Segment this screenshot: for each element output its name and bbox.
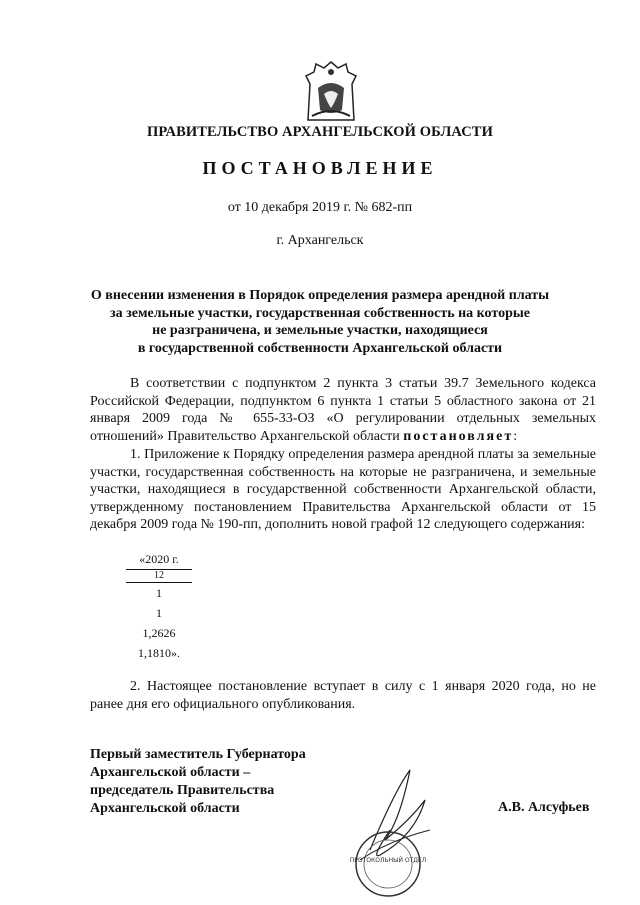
table-cell: 1 — [156, 606, 162, 620]
organization-title: ПРАВИТЕЛЬСТВО АРХАНГЕЛЬСКОЙ ОБЛАСТИ — [147, 124, 493, 140]
paragraph-1: 1. Приложение к Порядку определения размера арендной платы за земельные участки, государственная собственность на которые не разграничена, и земельные участки, находящиеся в государственной собственности Архангельской области, утвержденному постановлением Правительства Архангельской области от 15 декабря 2009 года № 190-пп, дополнить новой графой 12 следующего содержания: — [90, 447, 596, 533]
preamble-text: В соответствии с подпунктом 2 пункта 3 статьи 39.7 Земельного кодекса Российской Федерации, подпунктом 6 пункта 1 статьи 5 областного закона от 21 января 2009 года № 655-33-ОЗ «О регулировании отдельных земельных отношений» Правительство Архангельской области — [90, 376, 596, 444]
subject-line: О внесении изменения в Порядок определения размера арендной платы — [90, 288, 550, 303]
signature-and-stamp — [340, 760, 440, 900]
decree-subject — [0, 287, 640, 357]
position-line: Архангельской области – — [90, 765, 251, 780]
position-line: Первый заместитель Губернатора — [90, 747, 306, 762]
coat-of-arms-emblem — [298, 58, 364, 126]
position-line: Архангельской области — [90, 801, 240, 816]
signatory-name: А.В. Алсуфьев — [498, 800, 590, 815]
subject-line: в государственной собственности Архангельской области — [137, 340, 503, 356]
decree-dateline: от 10 декабря 2019 г. № 682-пп — [227, 200, 413, 215]
table-cell: 1,2626 — [142, 626, 176, 640]
table-column-number: 12 — [126, 569, 192, 583]
preamble-end: : — [513, 428, 518, 444]
subject-line: за земельные участки, государственная собственность на которые — [110, 305, 530, 321]
position-line: председатель Правительства — [90, 783, 275, 798]
table-cell: 1,1810». — [138, 646, 180, 660]
table-cell: 1 — [156, 586, 162, 600]
coefficient-table — [126, 552, 192, 663]
signatory-position — [90, 746, 306, 818]
subject-line: не разграничена, и земельные участки, находящиеся — [152, 323, 488, 338]
city: г. Архангельск — [276, 233, 364, 248]
document-type: ПОСТАНОВЛЕНИЕ — [202, 158, 438, 178]
paragraph-2: 2. Настоящее постановление вступает в силу с 1 января 2020 года, но не ранее дня его официального опубликования. — [90, 679, 596, 712]
decree-verb: постановляет — [403, 428, 514, 444]
preamble-paragraph — [90, 375, 596, 445]
stamp-text: ПРОТОКОЛЬНЫЙ ОТДЕЛ — [349, 857, 427, 864]
table-header: «2020 г. — [139, 552, 179, 566]
